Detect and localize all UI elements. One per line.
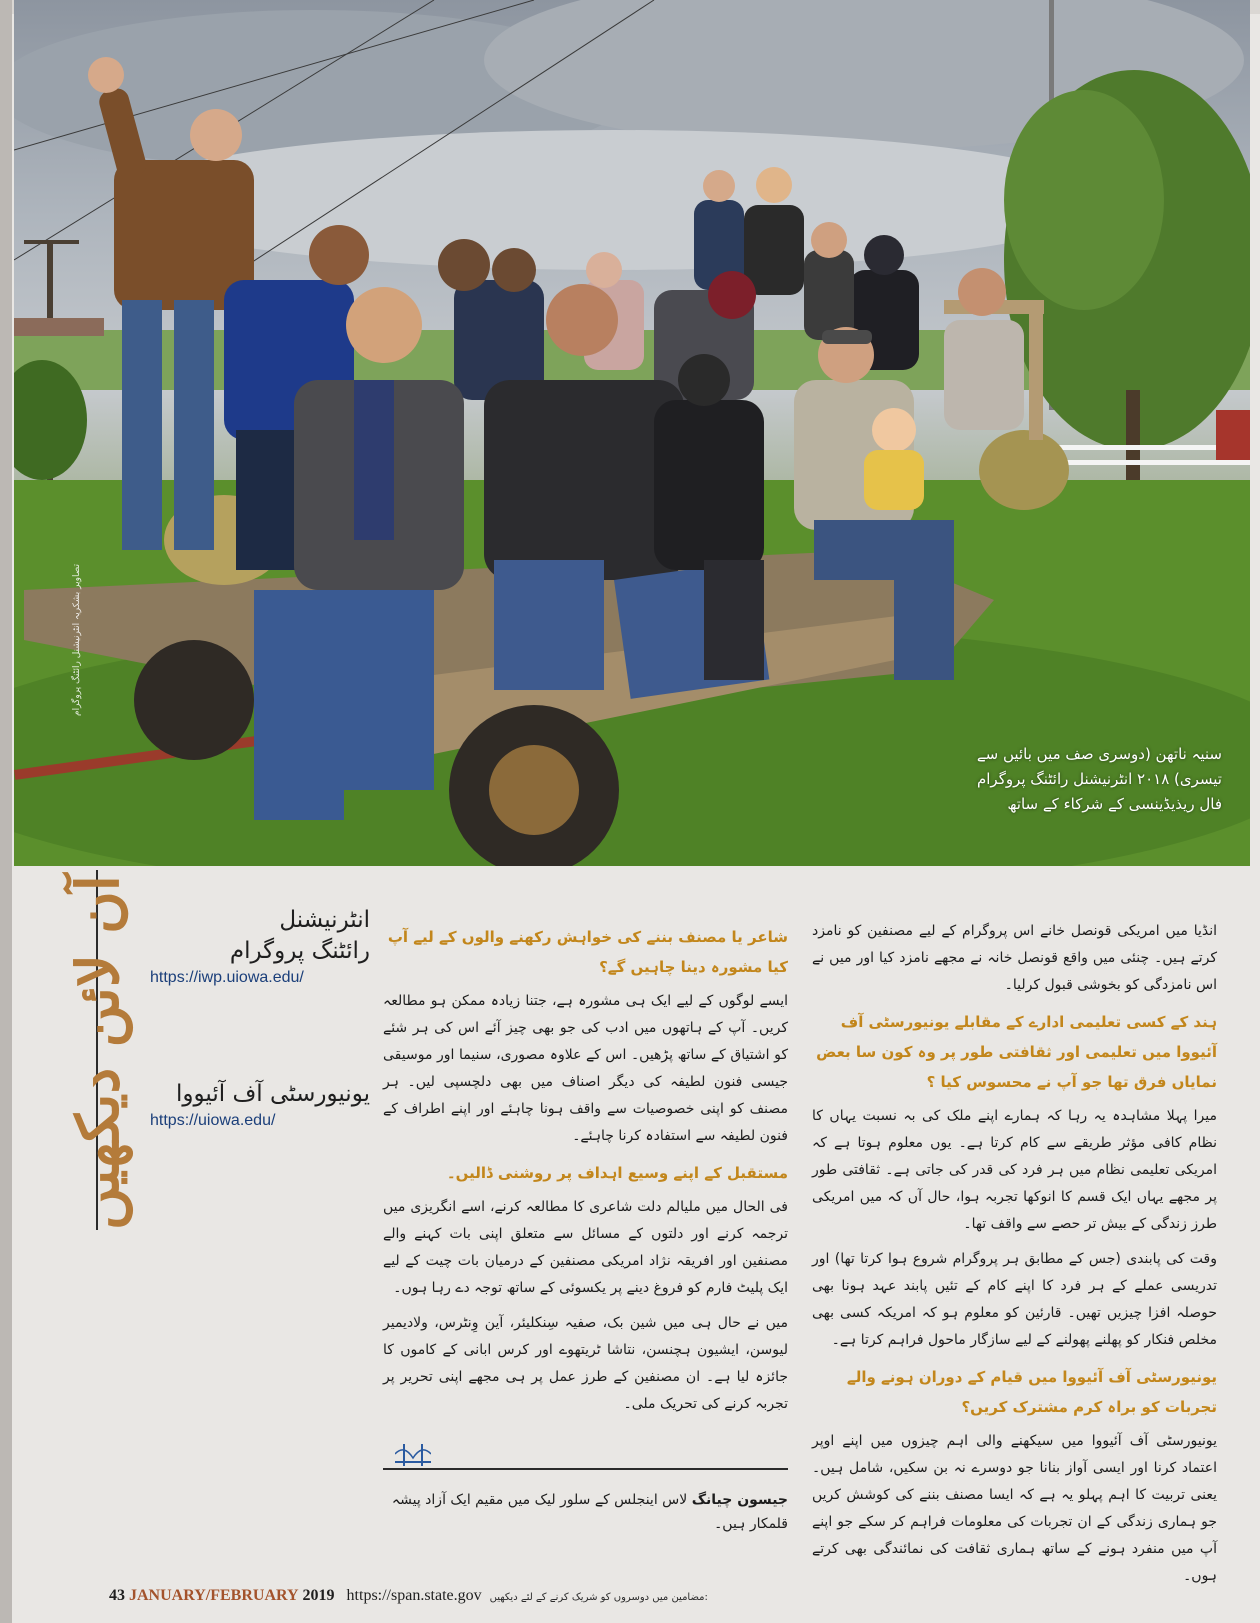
- photo-credit: تصاویر بشکریہ انٹرنیشنل رائٹنگ پروگرام: [72, 563, 82, 716]
- question-advice: شاعر یا مصنف بننے کی خواہش رکھنے والوں کے لیے آپ کیا مشورہ دینا چاہیں گے؟: [387, 928, 788, 976]
- right-column: [812, 918, 1217, 1598]
- page-number: 43: [109, 1587, 125, 1604]
- issue-months: JANUARY/FEBRUARY: [129, 1587, 299, 1604]
- group-photo: [14, 0, 1250, 866]
- author-separator: [383, 1468, 788, 1470]
- question-future-goals: مستقبل کے اپنے وسیع اہداف پر روشنی ڈالیں۔: [446, 1164, 788, 1182]
- footer-url[interactable]: https://span.state.gov: [346, 1587, 482, 1604]
- iwp-link[interactable]: https://iwp.uiowa.edu/: [150, 969, 304, 986]
- iwp-name-line2: رائٹنگ پروگرام: [229, 938, 370, 964]
- links-panel: [150, 905, 370, 1130]
- author-name: جیسون چیانگ: [691, 1492, 788, 1508]
- photo-caption: سنیہ ناتھن (دوسری صف میں بائیں سے تیسری) ۲۰۱۸ انٹرنیشنل رائٹنگ پروگرام فال ریذیڈینسی کے شرکاء کے ساتھ: [976, 745, 1222, 813]
- intro-paragraph: انڈیا میں امریکی قونصل خانے اس پروگرام کے لیے مصنفین کو نامزد کرتے ہیں۔ چنئی میں واقع قونصل خانہ نے مجھے نامزد کیا اور میں نے اس نامزدگی کو بخوشی قبول کرلیا۔: [812, 923, 1217, 993]
- uiowa-link[interactable]: https://uiowa.edu/: [150, 1112, 276, 1129]
- online-title-text: آن لائن دیکھیں: [64, 875, 132, 1230]
- question-differences: ہند کے کسی تعلیمی ادارے کے مقابلے یونیورسٹی آف آئیووا میں تعلیمی اور ثقافتی طور پر وہ کون سا بعض نمایاں فرق تھا جو آپ نے محسوس کیا ؟: [816, 1013, 1217, 1091]
- question-experiences: یونیورسٹی آف آئیووا میں قیام کے دوران ہونے والے تجربات کو براہ کرم مشترک کریں؟: [846, 1368, 1217, 1416]
- issue-year: 2019: [302, 1587, 335, 1604]
- online-section-title: [54, 875, 149, 1240]
- iwp-name-line1: انٹرنیشنل: [279, 907, 370, 933]
- page-footer: [109, 1587, 708, 1605]
- group-photo-illustration: [14, 0, 1250, 866]
- author-description: لاس اینجلس کے سلور لیک میں مقیم ایک آزاد پیشہ قلمکار ہیں۔: [391, 1492, 788, 1532]
- middle-column: [383, 922, 788, 1426]
- link-block-iwp: [150, 905, 370, 987]
- page-edge: [0, 0, 12, 1623]
- bridge-icon: [395, 1440, 431, 1468]
- answer-advice: ایسے لوگوں کے لیے ایک ہی مشورہ ہے، جتنا زیادہ ممکن ہو مطالعہ کریں۔ آپ کے ہاتھوں میں ادب کی جو بھی چیز آئے اس کی ہر شئے کو اشتیاق کے ساتھ پڑھیں۔ اس کے علاوہ مصوری، سنیما اور موسیقی جیسی فنون لطیفہ کی دیگر اصناف میں بھی دلچسپی لیں۔ ہر مصنف کو اپنی خصوصیات سے واقف ہونا چاہئے اور اپنے اطراف کے فنون لطیفہ سے استفادہ کرنا چاہئے۔: [383, 993, 788, 1144]
- author-bio: [383, 1488, 788, 1536]
- answer-future-goals: فی الحال میں ملیالم دلت شاعری کا مطالعہ کرنے، اسے انگریزی میں ترجمہ کرنے اور دلتوں کے مسائل سے متعلق اپنی بات کہنے والے مصنفین اور افریقہ نژاد امریکی مصنفین کے درمیان بات چیت کے لیے ایک پلیٹ فارم کو فروغ دینے پر یکسوئی کے ساتھ توجہ دے رہا ہوں۔: [383, 1199, 788, 1296]
- footer-share-note: مضامین میں دوسروں کو شریک کرنے کے لئے دیکھیں:: [489, 1592, 708, 1603]
- answer-experiences: یونیورسٹی آف آئیووا میں سیکھنے والی اہم چیزوں میں اپنے اوپر اعتماد کرنا اور ایسی آواز بنانا جو دوسرے نہ بن سکیں، شامل ہیں۔ یعنی تربیت کا اہم پہلو یہ ہے کہ ایسا مصنف بننے کی کوشش کریں جو ہماری زندگی کے ان تجربات کی معلومات فراہم کر سکے جو اپنے آپ میں منفرد ہونے کے ساتھ ہماری ثقافت کی نمائندگی بھی کرتے ہوں۔: [812, 1433, 1217, 1584]
- link-block-uiowa: [150, 1079, 370, 1130]
- uiowa-name: یونیورسٹی آف آئیووا: [176, 1081, 370, 1107]
- answer-reading: میں نے حال ہی میں شین بک، صفیہ سِنکلیئر، آین وِنٹرس، ولادیمیر لیوسن، ایشیون ہچنسن، نتاشا ٹریتھوے اور کرس ابانی کے کاموں کا جائزہ لیا ہے۔ ان مصنفین کے طرز عمل پر ہی مجھے اپنی تحریر پر تجربہ کرنے کی تحریک ملی۔: [383, 1315, 788, 1412]
- answer-differences-1: میرا پہلا مشاہدہ یہ رہا کہ ہمارے اپنے ملک کی بہ نسبت یہاں کا نظام کافی مؤثر طریقے سے کام کرتا ہے۔ یوں معلوم ہوتا ہے کہ امریکی تعلیمی نظام میں ہر فرد کی قدر کی جاتی ہے۔ ثقافتی طور پر مجھے یہاں ایک قسم کا انوکھا تجربہ ہوا، حال آں کہ میں امریکی طرز زندگی کے بیش تر حصے سے واقف تھا۔: [812, 1108, 1217, 1232]
- answer-differences-2: وقت کی پابندی (جس کے مطابق ہر پروگرام شروع ہوا کرتا تھا) اور تدریسی عملے کے ہر فرد کا اپنے کام کے تئیں پابند عہد ہونا بھی حوصلہ افزا چیزیں تھیں۔ قارئین کو معلوم ہو کہ امریکہ کسی بھی مخلص فنکار کو پھلنے پھولنے کے لیے سازگار ماحول فراہم کرتا ہے۔: [812, 1251, 1217, 1348]
